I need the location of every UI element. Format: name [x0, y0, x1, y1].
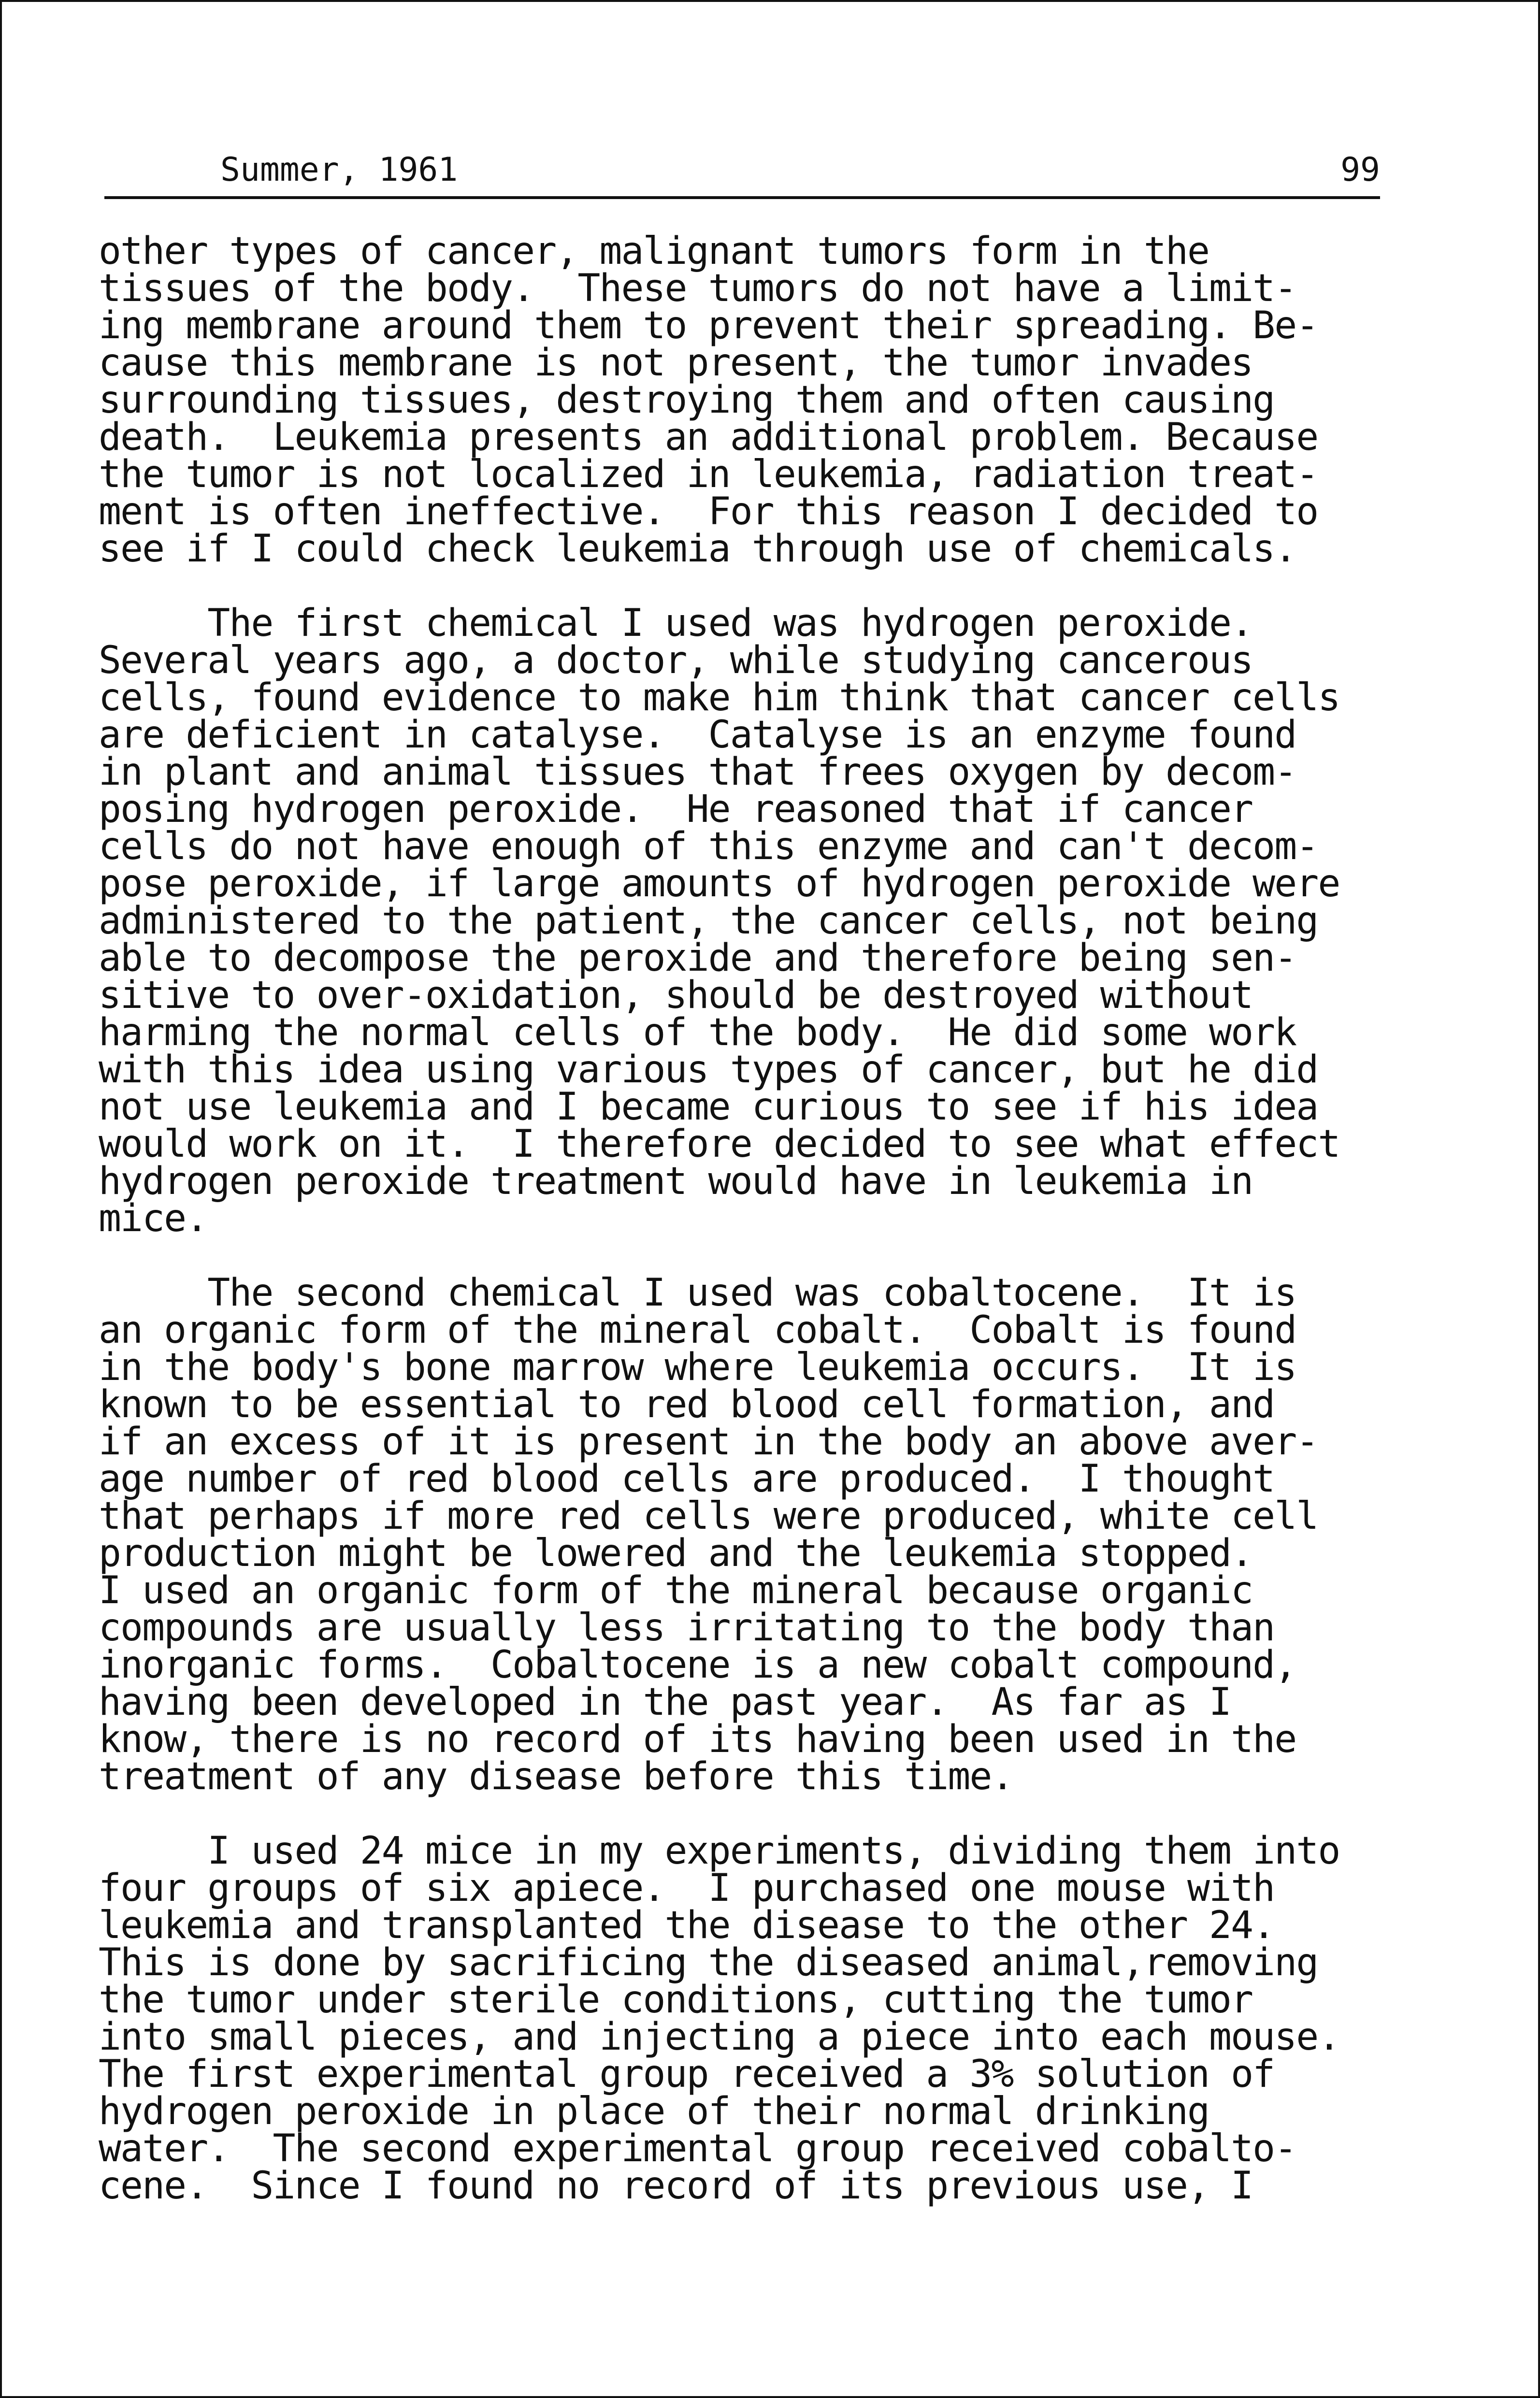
text-line: known to be essential to red blood cell formation, and: [99, 1383, 1275, 1426]
text-line: Several years ago, a doctor, while studying cancerous: [99, 639, 1253, 682]
paragraph: [99, 1271, 1403, 1798]
paragraph: [99, 602, 1403, 1240]
text-line: know, there is no record of its having been used in the: [99, 1718, 1296, 1761]
text-line: surrounding tissues, destroying them and often causing: [99, 378, 1275, 422]
text-line: the tumor is not localized in leukemia, radiation treat-: [99, 453, 1318, 496]
text-line: I used 24 mice in my experiments, dividing them into: [99, 1829, 1340, 1873]
paragraph: [99, 230, 1403, 571]
text-line: the tumor under sterile conditions, cutting the tumor: [99, 1978, 1253, 2022]
page-header: [104, 151, 1380, 199]
text-line: hydrogen peroxide in place of their normal drinking: [99, 2090, 1209, 2133]
paragraph: [99, 1829, 1403, 2208]
text-line: four groups of six apiece. I purchased one mouse with: [99, 1867, 1275, 1910]
text-line: compounds are usually less irritating to the body than: [99, 1606, 1275, 1650]
text-line: hydrogen peroxide treatment would have in leukemia in: [99, 1160, 1253, 1203]
text-line: sitive to over-oxidation, should be destroyed without: [99, 974, 1253, 1017]
text-line: ment is often ineffective. For this reason I decided to: [99, 490, 1318, 533]
text-line: The second chemical I used was cobaltocene. It is: [99, 1271, 1296, 1315]
text-line: having been developed in the past year. As far as I: [99, 1680, 1231, 1724]
text-line: are deficient in catalyse. Catalyse is an enzyme found: [99, 713, 1296, 757]
text-line: other types of cancer, malignant tumors form in the: [99, 230, 1209, 273]
text-line: if an excess of it is present in the body an above aver-: [99, 1420, 1318, 1464]
text-line: not use leukemia and I became curious to see if his idea: [99, 1085, 1318, 1129]
text-line: in plant and animal tissues that frees oxygen by decom-: [99, 750, 1296, 794]
running-head: Summer, 1961: [220, 151, 458, 189]
body-text: [99, 230, 1403, 2242]
text-line: cene. Since I found no record of its previous use, I: [99, 2164, 1253, 2208]
text-line: This is done by sacrificing the diseased animal,removing: [99, 1941, 1318, 1984]
text-line: pose peroxide, if large amounts of hydrogen peroxide were: [99, 862, 1340, 905]
text-line: harming the normal cells of the body. He did some work: [99, 1011, 1296, 1054]
page-number: 99: [1340, 151, 1380, 189]
text-line: into small pieces, and injecting a piece into each mouse.: [99, 2015, 1340, 2059]
text-line: death. Leukemia presents an additional problem. Because: [99, 416, 1318, 459]
text-line: treatment of any disease before this time.: [99, 1755, 1013, 1798]
text-line: production might be lowered and the leukemia stopped.: [99, 1532, 1253, 1575]
text-line: I used an organic form of the mineral because organic: [99, 1569, 1253, 1612]
text-line: administered to the patient, the cancer cells, not being: [99, 899, 1318, 943]
text-line: tissues of the body. These tumors do not have a limit-: [99, 267, 1296, 310]
text-line: able to decompose the peroxide and therefore being sen-: [99, 936, 1296, 980]
header-rule: [104, 196, 1380, 199]
text-line: with this idea using various types of cancer, but he did: [99, 1048, 1318, 1091]
text-line: The first chemical I used was hydrogen peroxide.: [99, 602, 1253, 645]
text-line: cells do not have enough of this enzyme and can't decom-: [99, 825, 1318, 868]
text-line: leukemia and transplanted the disease to the other 24.: [99, 1904, 1275, 1947]
text-line: mice.: [99, 1197, 208, 1240]
text-line: that perhaps if more red cells were produced, white cell: [99, 1494, 1318, 1538]
text-line: ing membrane around them to prevent their spreading. Be-: [99, 304, 1318, 347]
text-line: inorganic forms. Cobaltocene is a new cobalt compound,: [99, 1643, 1296, 1687]
text-line: posing hydrogen peroxide. He reasoned that if cancer: [99, 788, 1253, 831]
text-line: age number of red blood cells are produced. I thought: [99, 1457, 1275, 1501]
text-line: see if I could check leukemia through use of chemicals.: [99, 527, 1296, 571]
text-line: water. The second experimental group received cobalto-: [99, 2127, 1296, 2170]
text-line: an organic form of the mineral cobalt. Cobalt is found: [99, 1308, 1296, 1352]
text-line: would work on it. I therefore decided to see what effect: [99, 1122, 1340, 1166]
text-line: cells, found evidence to make him think that cancer cells: [99, 676, 1340, 719]
text-line: The first experimental group received a 3% solution of: [99, 2053, 1275, 2096]
text-line: in the body's bone marrow where leukemia occurs. It is: [99, 1346, 1296, 1389]
text-line: cause this membrane is not present, the tumor invades: [99, 341, 1253, 385]
